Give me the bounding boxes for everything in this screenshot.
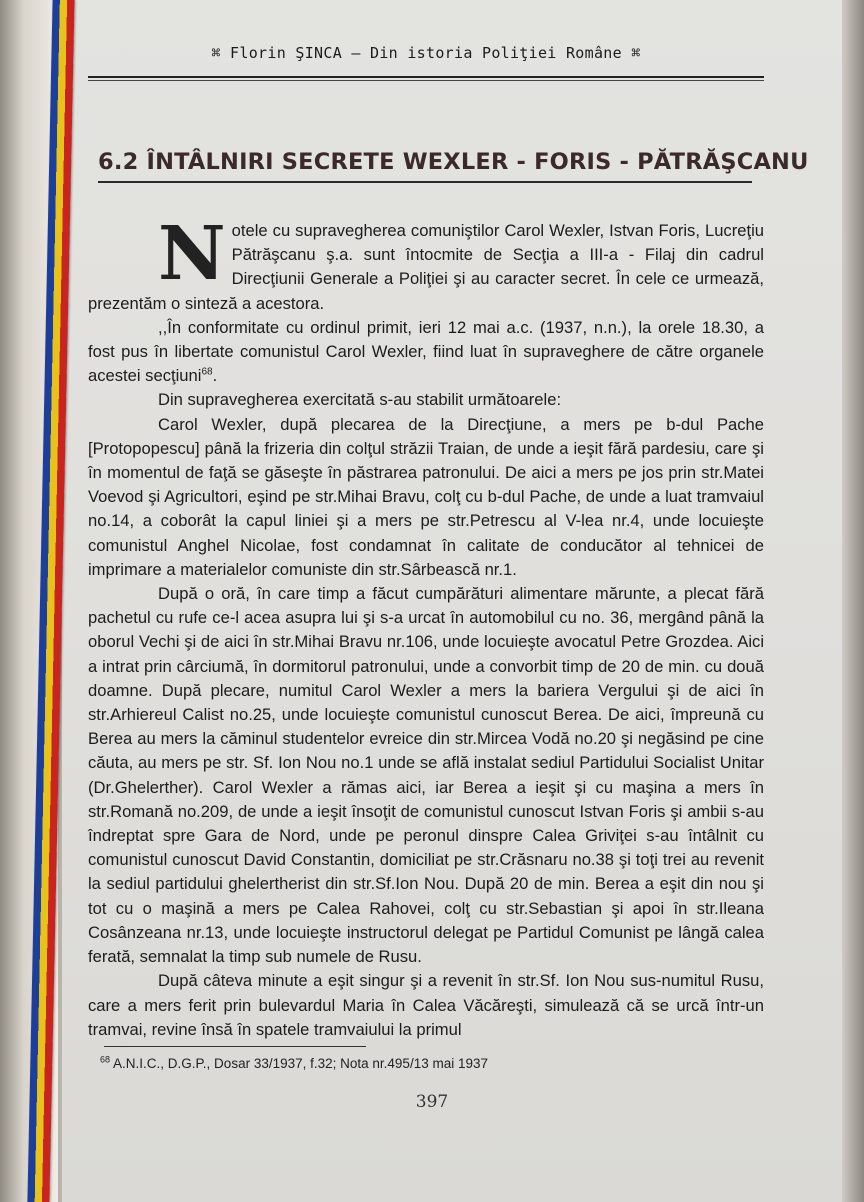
footnote	[100, 1056, 488, 1071]
footnote-number: 68	[100, 1054, 111, 1065]
page-stack-edge	[842, 0, 864, 1202]
page-content	[88, 40, 809, 1042]
paragraph-quote-start: ,,În conformitate cu ordinul primit, ieri 12 mai a.c. (1937, n.n.), la orele 18.30, a fost pus în libertate comunistul Carol Wexler, fiind luat în supraveghere de către organele acestei secţiuni$^{68}$.	[88, 317, 764, 386]
paragraph-findings-lead: Din supravegherea exercitată s-au stabilit următoarele:	[158, 390, 562, 410]
footnote-rule	[104, 1046, 366, 1047]
body-text	[88, 211, 764, 1042]
header-rule	[88, 76, 764, 81]
chapter-title: 6.2 ÎNTÂLNIRI SECRETE WEXLER - FORIS - PĂTRĂŞCANU	[98, 149, 752, 183]
drop-cap: N	[158, 211, 226, 297]
paragraph-intro: Notele cu supravegherea comuniştilor Carol Wexler, Istvan Foris, Lucreţiu Pătrăşcanu ş.a. sunt întocmite de Secţia a III-a - Filaj din cadrul Direcţiunii Generale a Poliţiei şi au caracter secret. În cele ce urmează, prezentăm o sinteză a acestora.	[88, 211, 764, 313]
paragraph-wexler-route: Carol Wexler, după plecarea de la Direcţiune, a mers pe b-dul Pache [Protopopescu] până la frizeria din colţul străzii Traian, de unde a ieşit fără pardesiu, care şi în momentul de faţă se găseşte în păstrarea patronului. De aici a mers pe jos prin str.Matei Voevod şi Agricultori, eşind pe str.Mihai Bravu, colţ cu b-dul Pache, de unde a luat tramvaiul no.14, a coborât la capul liniei şi a mers pe str.Petrescu al V-lea nr.4, unde locuieşte comunistul Anghel Nicolae, fost condamnat în calitate de conducător al tehnicei de imprimare a materialelor comuniste din str.Sârbească nr.1.	[88, 414, 764, 579]
paragraph-rusu: După câteva minute a eşit singur şi a revenit în str.Sf. Ion Nou sus-numitul Rusu, care a mers ferit prin bulevardul Maria în Calea Văcăreşti, simulează că se urcă într-un tramvai, revine însă în spatele tramvaiului la primul	[88, 971, 764, 1039]
footnote-reference: 68	[201, 366, 213, 378]
page-number: 397	[415, 1092, 449, 1112]
footnote-text: A.N.I.C., D.G.P., Dosar 33/1937, f.32; Nota nr.495/13 mai 1937	[113, 1056, 488, 1071]
running-head: ⌘ Florin ŞINCA – Din istoria Poliţiei Române ⌘	[211, 44, 641, 62]
paragraph-meetings: După o oră, în care timp a făcut cumpărături alimentare mărunte, a plecat fără pachetul cu rufe ce-l acea asupra lui şi s-a urcat în automobilul cu no. 36, mergând până la oborul Vechi şi de aici în str.Mihai Bravu nr.106, unde locuieşte avocatul Petre Grozdea. Aici a intrat prin cârciumă, în dormitorul patronului, unde a convorbit timp de 20 de min. cu două doamne. După plecare, numitul Carol Wexler a mers la bariera Vergului şi de aici în str.Arhiereul Calist no.25, unde locuieşte comunistul cunoscut Berea. De aici, împreună cu Berea au mers la căminul studentelor evreice din str.Mircea Vodă no.20 şi negăsind pe cine căuta, au mers pe str. Sf. Ion Nou no.1 unde se află instalat sediul Partidului Socialist Unitar (Dr.Ghelerther). Carol Wexler a rămas aici, iar Berea a ieşit şi cu maşina a mers în str.Romană no.209, de unde a ieşit însoţit de comunistul cunoscut Istvan Foris şi ambii s-au îndreptat spre Gara de Nord, unde pe peronul dinspre Calea Griviţei s-au întâlnit cu comunistul cunoscut David Constantin, domiciliat pe str.Crăsnaru no.38 şi toţi trei au revenit la sediul partidului ghelertherist din str.Sf.Ion Nou. După 20 de min. Berea a eşit din nou şi tot cu o maşină a mers pe Calea Rahovei, colţ cu str.Sebastian şi apoi în str.Ileana Cosânzeana nr.13, unde locuieşte instructorul delegat pe Partidul Comunist pe lângă calea ferată, semnalat la timp sub numele de Rusu.	[88, 584, 764, 967]
